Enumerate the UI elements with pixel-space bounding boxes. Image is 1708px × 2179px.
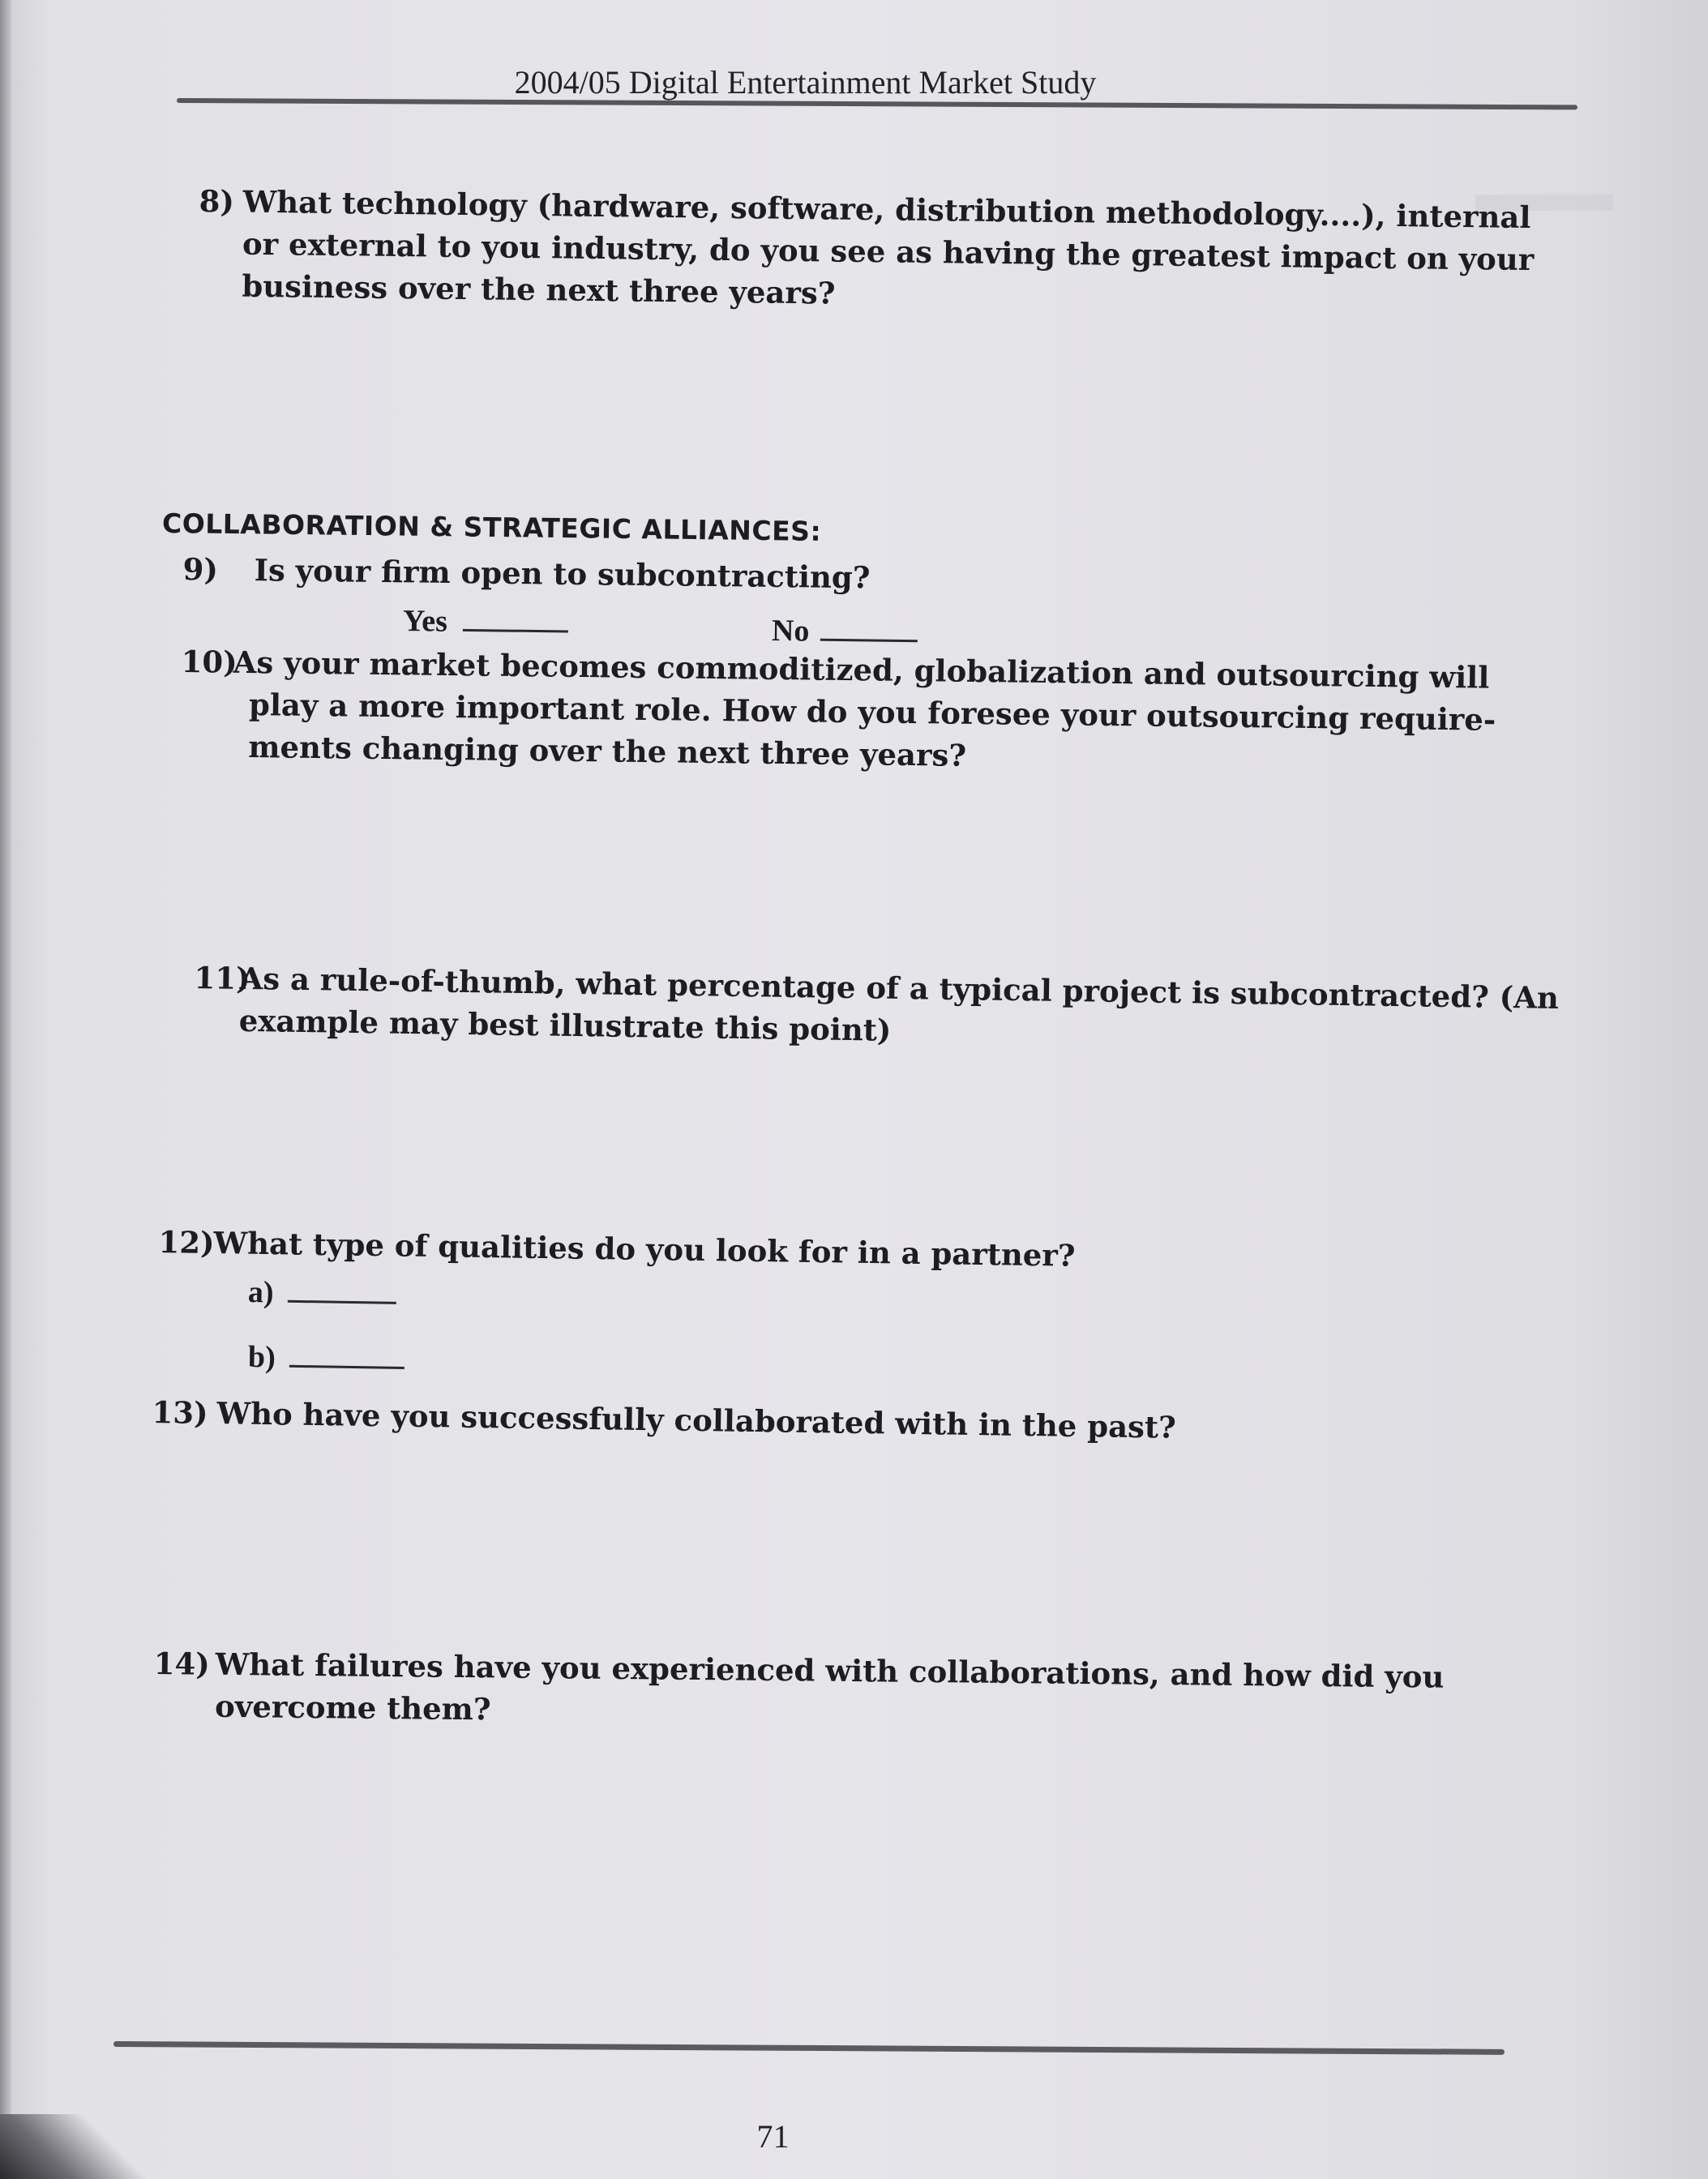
question-line: or external to you industry, do you see as having the greatest impact on your <box>242 225 1535 278</box>
question-line: What technology (hardware, software, distribution methodology....), internal <box>242 183 1531 236</box>
question-number: 12) <box>158 1223 215 1261</box>
question-line: overcome them? <box>214 1688 491 1727</box>
question-line: Who have you successfully collaborated with in the past? <box>216 1395 1177 1445</box>
question-10 <box>180 640 1511 786</box>
book-spine-edge <box>0 0 11 2179</box>
question-line: As your market becomes commoditized, globalization and outsourcing will <box>233 644 1490 696</box>
option-label: Yes <box>402 604 448 639</box>
answer-option-no[interactable] <box>772 613 918 650</box>
section-heading: COLLABORATION & STRATEGIC ALLIANCES: <box>161 507 822 547</box>
question-number: 13) <box>152 1393 208 1432</box>
question-11 <box>193 957 1560 1066</box>
question-line: example may best illustrate this point) <box>238 1002 892 1048</box>
option-label: a) <box>247 1275 274 1310</box>
answer-blank[interactable] <box>289 1362 405 1369</box>
question-line: Is your firm open to subcontracting? <box>254 552 871 596</box>
question-number: 8) <box>199 182 235 220</box>
question-number: 14) <box>153 1645 210 1682</box>
answer-blank[interactable] <box>288 1297 396 1304</box>
answer-option-b[interactable] <box>248 1339 405 1377</box>
option-label: No <box>771 614 810 649</box>
question-number: 11) <box>194 959 250 997</box>
page-number: 71 <box>756 2118 790 2155</box>
question-14 <box>153 1642 1532 1746</box>
corner-shadow <box>0 2114 146 2179</box>
question-13 <box>152 1391 1417 1458</box>
question-number: 9) <box>182 550 219 588</box>
question-line: What failures have you experienced with collaborations, and how did you <box>215 1646 1445 1695</box>
question-line: What type of qualities do you look for in a partner? <box>213 1225 1076 1274</box>
question-line: As a rule-of-thumb, what percentage of a typical project is subcontracted? (An <box>239 960 1560 1016</box>
question-8 <box>198 180 1561 327</box>
answer-option-a[interactable] <box>248 1274 397 1312</box>
answer-blank[interactable] <box>820 636 918 642</box>
question-line: play a more important role. How do you foresee your outsourcing require- <box>248 687 1496 738</box>
question-9 <box>182 548 1318 610</box>
footer-rule <box>113 2041 1505 2055</box>
answer-option-yes[interactable] <box>403 603 569 640</box>
running-header: 2004/05 Digital Entertainment Market Study <box>514 64 1097 101</box>
option-label: b) <box>247 1340 276 1375</box>
question-number: 10) <box>181 643 238 680</box>
question-line: business over the next three years? <box>242 268 836 311</box>
answer-blank[interactable] <box>463 626 568 633</box>
question-line: ments changing over the next three years? <box>248 729 967 773</box>
